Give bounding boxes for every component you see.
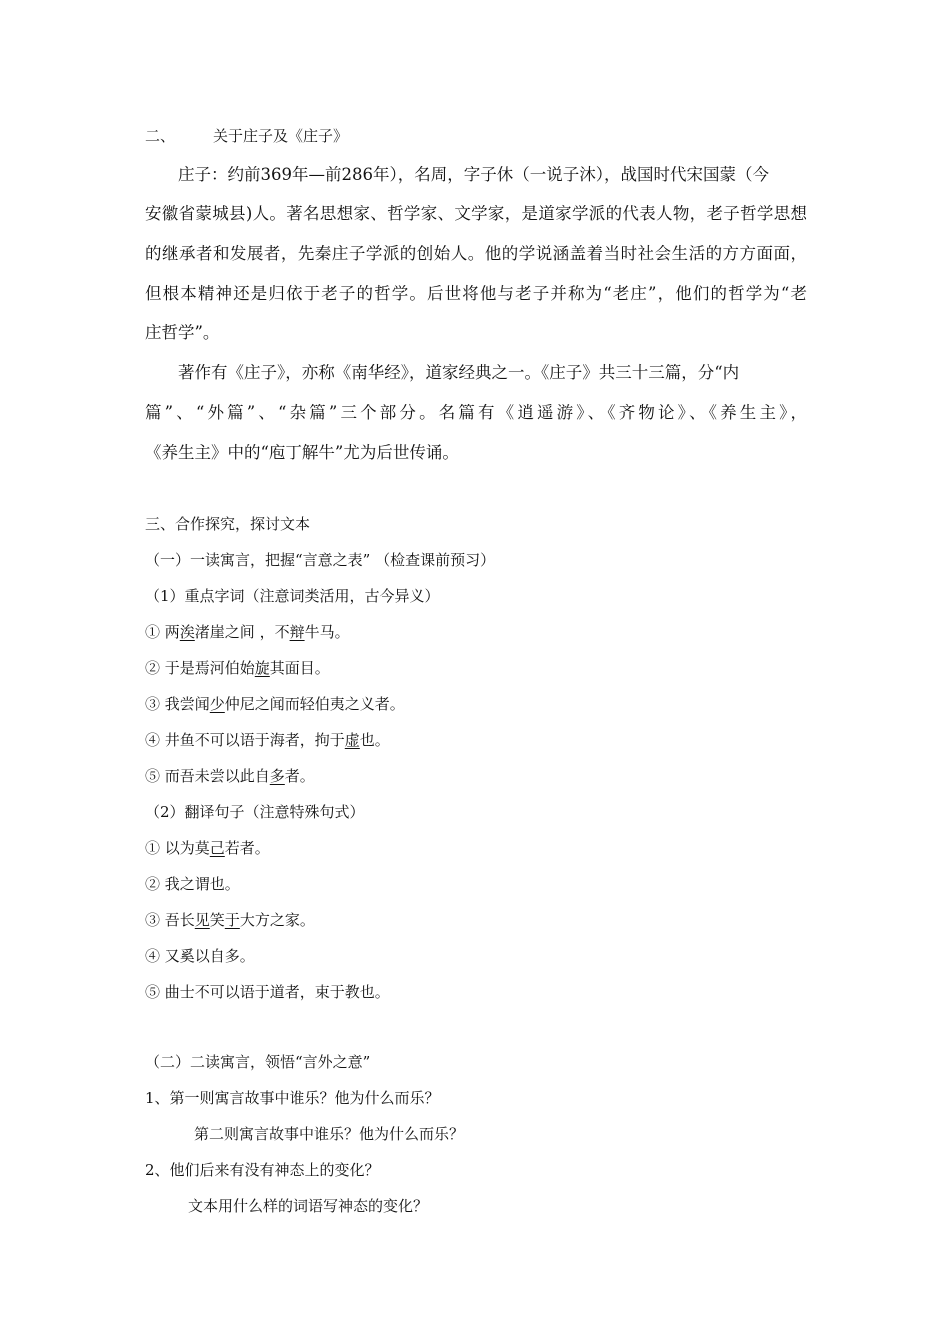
key-word: 己 xyxy=(209,839,225,857)
sentence-item: ③ 吾长见笑于大方之家。 xyxy=(145,911,315,929)
para2-line-3: 《养生主》中的“庖丁解牛”尤为后世传诵。 xyxy=(145,443,459,462)
section-2-title: 关于庄子及《庄子》 xyxy=(213,127,349,145)
para1-line-4: 但根本精神还是归依于老子的哲学。后世将他与老子并称为“老庄”，他们的哲学为“老 xyxy=(145,284,807,303)
key-word: 旋 xyxy=(254,659,270,677)
word-item: ⑤ 而吾未尝以此自多者。 xyxy=(145,767,315,785)
sub2-heading: （2）翻译句子（注意特殊句式） xyxy=(145,803,365,821)
sentence-item: ④ 又奚以自多。 xyxy=(145,947,255,965)
word-item: ① 两涘渚崖之间 ，不辩牛马。 xyxy=(145,623,350,641)
question-1: 1、第一则寓言故事中谁乐？他为什么而乐？ xyxy=(145,1089,440,1107)
para2-line-1: 著作有《庄子》，亦称《南华经》，道家经典之一。《庄子》共三十三篇，分“内 xyxy=(178,363,740,382)
section-2-heading xyxy=(145,126,348,146)
part2-heading: （二）二读寓言，领悟“言外之意” xyxy=(145,1053,371,1071)
key-word: 于 xyxy=(224,911,240,929)
sub1-heading: （1）重点字词（注意词类活用，古今异义） xyxy=(145,587,440,605)
question-1b: 第二则寓言故事中谁乐？他为什么而乐？ xyxy=(194,1125,465,1143)
word-item: ④ 井鱼不可以语于海者，拘于虚也。 xyxy=(145,731,390,749)
sentence-item: ② 我之谓也。 xyxy=(145,875,240,893)
section-3-heading: 三、合作探究，探讨文本 xyxy=(145,515,311,533)
key-word: 少 xyxy=(209,695,225,713)
para1-line-3: 的继承者和发展者，先秦庄子学派的创始人。他的学说涵盖着当时社会生活的方方面面， xyxy=(145,244,807,263)
section-2-number: 二、 xyxy=(145,127,176,145)
part1-heading: （一）一读寓言，把握“言意之表” （检查课前预习） xyxy=(145,551,496,569)
para1-line-5: 庄哲学”。 xyxy=(145,323,220,342)
word-item: ② 于是焉河伯始旋其面目。 xyxy=(145,659,330,677)
question-2b: 文本用什么样的词语写神态的变化？ xyxy=(188,1197,429,1215)
para1-line-1: 庄子：约前369年—前286年），名周，字子休（一说子沐），战国时代宋国蒙（今 xyxy=(178,165,769,184)
key-word: 辩 xyxy=(289,623,305,641)
para1-line-2: 安徽省蒙城县)人。著名思想家、哲学家、文学家，是道家学派的代表人物，老子哲学思想 xyxy=(145,204,807,223)
question-2: 2、他们后来有没有神态上的变化？ xyxy=(145,1161,380,1179)
sentence-item: ⑤ 曲士不可以语于道者，束于教也。 xyxy=(145,983,390,1001)
para2-line-2: 篇”、“外篇”、“杂篇”三个部分。名篇有《逍遥游》、《齐物论》、《养生主》， xyxy=(145,403,807,422)
sentence-item: ① 以为莫己若者。 xyxy=(145,839,270,857)
key-word: 虚 xyxy=(344,731,360,749)
word-item: ③ 我尝闻少仲尼之闻而轻伯夷之义者。 xyxy=(145,695,405,713)
key-word: 涘 xyxy=(179,623,195,641)
key-word: 多 xyxy=(269,767,285,785)
key-word: 见 xyxy=(194,911,210,929)
